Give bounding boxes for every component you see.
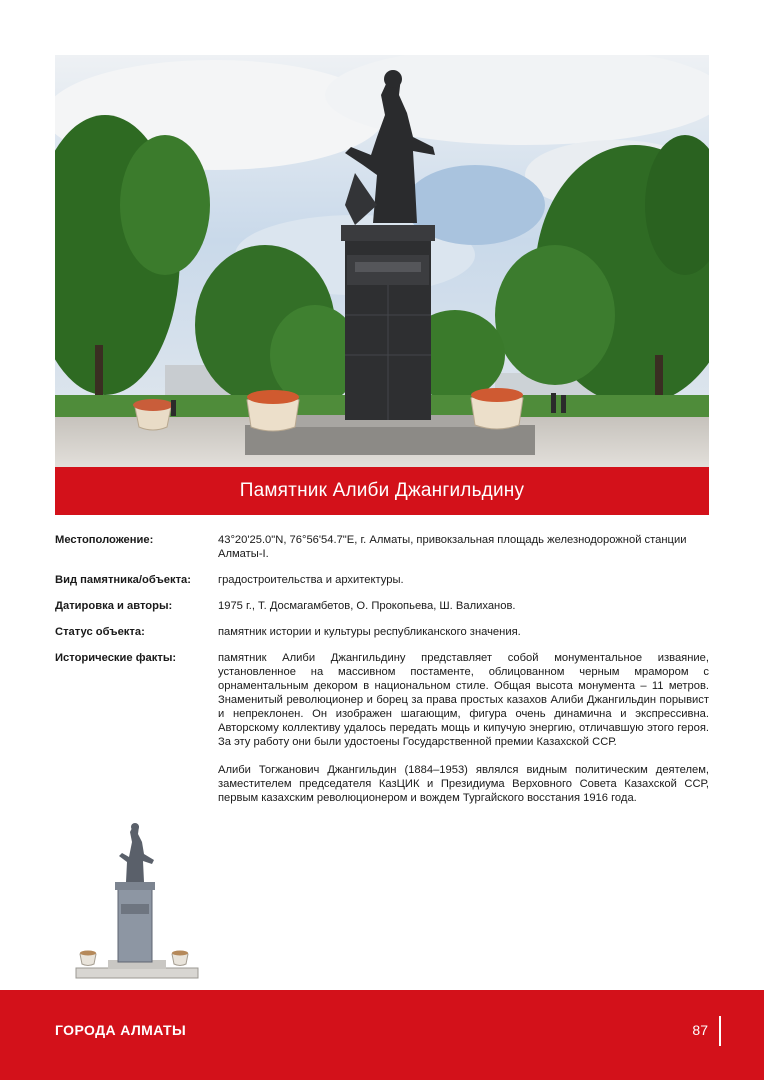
info-value: памятник истории и культуры республиканского значения. — [218, 626, 521, 638]
history-paragraph: памятник Алиби Джангильдину представляет собой монументальное изваяние, установленное на массивном постаменте, облицованном черным мрамором с орнаментальным декором в национальном стиле. Общая высота монумента – 11 метров. Знаменитый революционер и борец за права простых казахов Алиби Джангильдин порывист и непреклонен. Он изображен шагающим, фигура очень динамична и экспрессивна. Авторскому коллективу удалось передать мощь и кипучую энергию, отличавшую этого героя. За эту работу они были удостоены Государственной премии Казахской ССР. — [218, 652, 709, 748]
info-row-type — [55, 573, 709, 587]
info-row-status — [55, 625, 709, 639]
info-value: 1975 г., Т. Досмагамбетов, О. Прокопьева, Ш. Валиханов. — [218, 600, 516, 612]
info-label: Исторические факты: — [55, 652, 177, 664]
page-number: 87 — [692, 1022, 708, 1038]
info-table — [55, 533, 709, 817]
monument-photo — [55, 55, 709, 467]
info-value: 43°20'25.0"N, 76°56'54.7"E, г. Алматы, привокзальная площадь железнодорожной станции Алматы-I. — [218, 534, 687, 560]
info-row-dating — [55, 599, 709, 613]
info-row-location — [55, 533, 709, 561]
history-text — [218, 651, 709, 805]
footer-divider — [719, 1016, 721, 1046]
info-label: Вид памятника/объекта: — [55, 574, 191, 586]
footer-bar — [0, 990, 764, 1080]
monument-sketch-image — [72, 818, 202, 986]
info-row-history — [55, 651, 709, 805]
info-label: Местоположение: — [55, 534, 154, 546]
footer-title: ГОРОДА АЛМАТЫ — [55, 1022, 187, 1038]
history-paragraph: Алиби Тогжанович Джангильдин (1884–1953) являлся видным политическим деятелем, заместителем председателя КазЦИК и Президиума Верховного Совета Казахской ССР, первым казахским революционером и вождем Тургайского восстания 1916 года. — [218, 764, 709, 804]
info-label: Статус объекта: — [55, 626, 145, 638]
info-label: Датировка и авторы: — [55, 600, 173, 612]
page-title: Памятник Алиби Джангильдину — [239, 480, 525, 501]
info-value: градостроительства и архитектуры. — [218, 574, 404, 586]
title-bar — [55, 467, 709, 515]
